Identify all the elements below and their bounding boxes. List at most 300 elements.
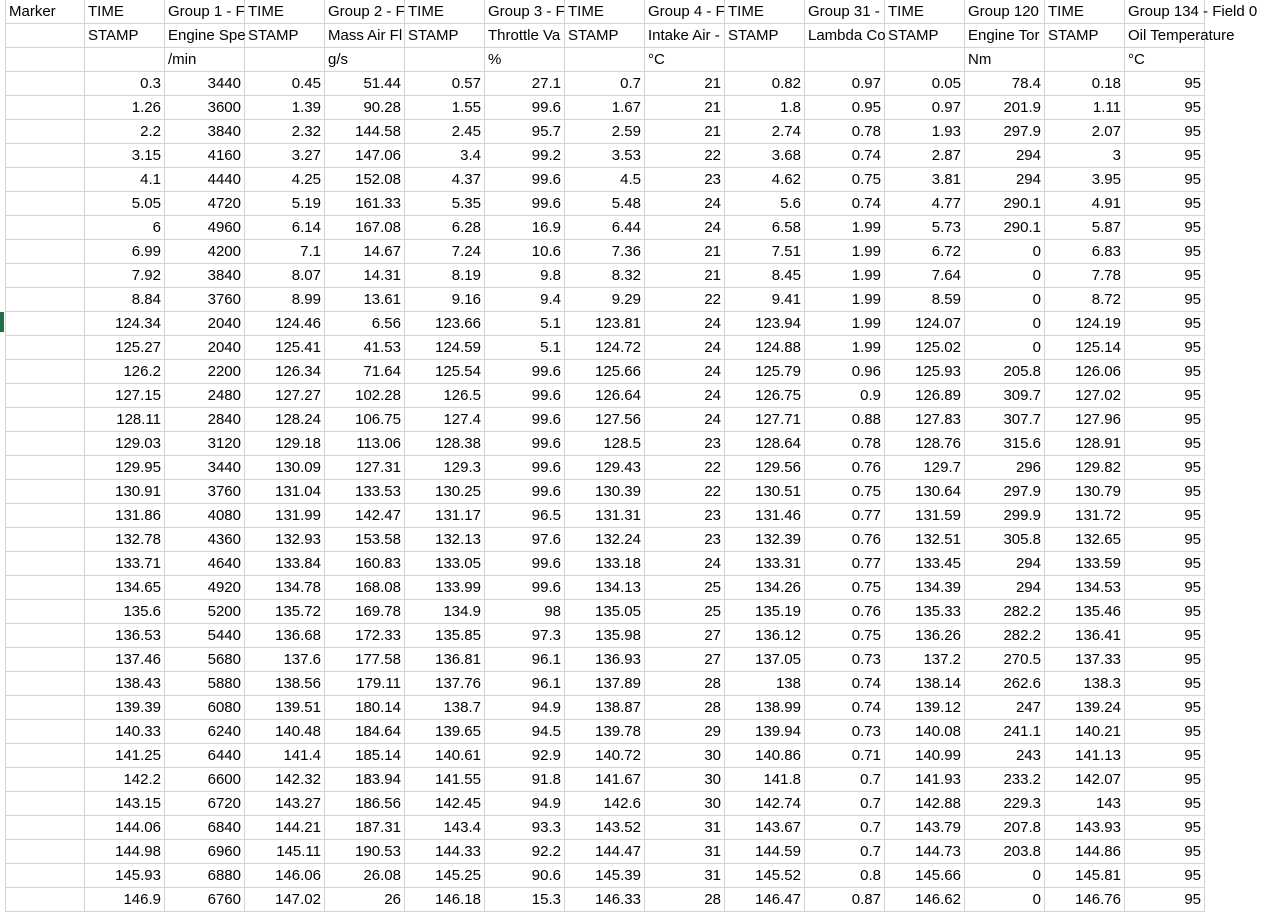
cell[interactable] — [5, 600, 85, 624]
cell[interactable]: 21 — [645, 96, 725, 120]
cell[interactable]: 95 — [1125, 144, 1205, 168]
cell[interactable]: 95 — [1125, 672, 1205, 696]
cell[interactable]: 128.91 — [1045, 432, 1125, 456]
cell[interactable]: 24 — [645, 216, 725, 240]
cell[interactable]: 132.51 — [885, 528, 965, 552]
cell[interactable]: 131.17 — [405, 504, 485, 528]
header-cell[interactable]: Group 3 - F — [485, 0, 565, 24]
cell[interactable]: 125.93 — [885, 360, 965, 384]
cell[interactable]: 22 — [645, 480, 725, 504]
cell[interactable]: 127.15 — [85, 384, 165, 408]
cell[interactable]: 8.84 — [85, 288, 165, 312]
cell[interactable]: 125.02 — [885, 336, 965, 360]
cell[interactable]: 94.9 — [485, 792, 565, 816]
cell[interactable]: 125.27 — [85, 336, 165, 360]
header-cell[interactable]: STAMP — [85, 24, 165, 48]
cell[interactable]: 167.08 — [325, 216, 405, 240]
cell[interactable]: 135.05 — [565, 600, 645, 624]
cell[interactable]: 95 — [1125, 696, 1205, 720]
cell[interactable]: 140.86 — [725, 744, 805, 768]
header-cell[interactable]: Group 4 - F — [645, 0, 725, 24]
cell[interactable]: 145.93 — [85, 864, 165, 888]
cell[interactable]: 41.53 — [325, 336, 405, 360]
cell[interactable]: 0.74 — [805, 696, 885, 720]
cell[interactable]: 2.59 — [565, 120, 645, 144]
cell[interactable]: 135.98 — [565, 624, 645, 648]
cell[interactable]: 0.75 — [805, 168, 885, 192]
cell[interactable]: 131.31 — [565, 504, 645, 528]
cell[interactable]: 129.7 — [885, 456, 965, 480]
cell[interactable]: 0.3 — [85, 72, 165, 96]
cell[interactable]: 160.83 — [325, 552, 405, 576]
cell[interactable]: 0.78 — [805, 120, 885, 144]
cell[interactable]: 132.65 — [1045, 528, 1125, 552]
cell[interactable]: 0.82 — [725, 72, 805, 96]
cell[interactable]: 6760 — [165, 888, 245, 912]
cell[interactable]: 129.95 — [85, 456, 165, 480]
cell[interactable]: 95 — [1125, 120, 1205, 144]
cell[interactable]: 0.87 — [805, 888, 885, 912]
cell[interactable]: 95 — [1125, 336, 1205, 360]
cell[interactable]: 129.18 — [245, 432, 325, 456]
cell[interactable] — [5, 432, 85, 456]
cell[interactable]: 8.59 — [885, 288, 965, 312]
cell[interactable]: 127.4 — [405, 408, 485, 432]
cell[interactable]: 27 — [645, 648, 725, 672]
cell[interactable]: 309.7 — [965, 384, 1045, 408]
header-cell[interactable]: % — [485, 48, 565, 72]
cell[interactable]: 124.88 — [725, 336, 805, 360]
cell[interactable]: 24 — [645, 408, 725, 432]
cell[interactable]: 7.36 — [565, 240, 645, 264]
cell[interactable]: 95 — [1125, 96, 1205, 120]
cell[interactable]: 133.84 — [245, 552, 325, 576]
cell[interactable]: 142.6 — [565, 792, 645, 816]
cell[interactable]: 3.68 — [725, 144, 805, 168]
cell[interactable]: 99.6 — [485, 168, 565, 192]
header-cell[interactable] — [565, 48, 645, 72]
cell[interactable]: 147.02 — [245, 888, 325, 912]
cell[interactable]: 0.75 — [805, 480, 885, 504]
cell[interactable]: 3 — [1045, 144, 1125, 168]
cell[interactable]: 243 — [965, 744, 1045, 768]
cell[interactable]: 307.7 — [965, 408, 1045, 432]
header-cell[interactable] — [885, 48, 965, 72]
cell[interactable]: 8.19 — [405, 264, 485, 288]
cell[interactable]: 152.08 — [325, 168, 405, 192]
cell[interactable]: 233.2 — [965, 768, 1045, 792]
cell[interactable]: 97.3 — [485, 624, 565, 648]
cell[interactable]: 133.18 — [565, 552, 645, 576]
cell[interactable]: 140.08 — [885, 720, 965, 744]
cell[interactable]: 5.6 — [725, 192, 805, 216]
header-cell[interactable]: °C — [645, 48, 725, 72]
cell[interactable] — [5, 264, 85, 288]
cell[interactable]: 138.14 — [885, 672, 965, 696]
cell[interactable]: 125.66 — [565, 360, 645, 384]
header-cell[interactable]: STAMP — [245, 24, 325, 48]
cell[interactable]: 95 — [1125, 72, 1205, 96]
cell[interactable]: 6440 — [165, 744, 245, 768]
header-cell[interactable]: Marker — [5, 0, 85, 24]
cell[interactable]: 6080 — [165, 696, 245, 720]
cell[interactable] — [5, 168, 85, 192]
cell[interactable]: 127.27 — [245, 384, 325, 408]
cell[interactable]: 1.93 — [885, 120, 965, 144]
cell[interactable]: 124.34 — [85, 312, 165, 336]
cell[interactable]: 25 — [645, 576, 725, 600]
cell[interactable]: 4360 — [165, 528, 245, 552]
cell[interactable]: 134.78 — [245, 576, 325, 600]
cell[interactable]: 6.14 — [245, 216, 325, 240]
cell[interactable]: 0 — [965, 888, 1045, 912]
cell[interactable]: 183.94 — [325, 768, 405, 792]
cell[interactable]: 95 — [1125, 528, 1205, 552]
header-cell[interactable]: STAMP — [405, 24, 485, 48]
cell[interactable]: 0.18 — [1045, 72, 1125, 96]
cell[interactable]: 1.39 — [245, 96, 325, 120]
cell[interactable] — [5, 816, 85, 840]
cell[interactable]: 95 — [1125, 432, 1205, 456]
cell[interactable]: 134.13 — [565, 576, 645, 600]
cell[interactable]: 95 — [1125, 192, 1205, 216]
cell[interactable]: 28 — [645, 888, 725, 912]
cell[interactable]: 24 — [645, 192, 725, 216]
cell[interactable] — [5, 288, 85, 312]
cell[interactable]: 315.6 — [965, 432, 1045, 456]
header-cell[interactable]: Throttle Va — [485, 24, 565, 48]
cell[interactable] — [5, 624, 85, 648]
cell[interactable]: 1.67 — [565, 96, 645, 120]
cell[interactable]: 138.43 — [85, 672, 165, 696]
cell[interactable]: 5.35 — [405, 192, 485, 216]
cell[interactable]: 0.73 — [805, 648, 885, 672]
cell[interactable]: 99.6 — [485, 432, 565, 456]
cell[interactable]: 0.88 — [805, 408, 885, 432]
cell[interactable]: 127.56 — [565, 408, 645, 432]
cell[interactable]: 137.05 — [725, 648, 805, 672]
cell[interactable]: 0.75 — [805, 576, 885, 600]
cell[interactable]: 139.65 — [405, 720, 485, 744]
cell[interactable] — [5, 96, 85, 120]
cell[interactable]: 126.06 — [1045, 360, 1125, 384]
cell[interactable]: 146.62 — [885, 888, 965, 912]
cell[interactable]: 1.99 — [805, 264, 885, 288]
cell[interactable]: 99.6 — [485, 360, 565, 384]
cell[interactable]: 95 — [1125, 840, 1205, 864]
cell[interactable]: 290.1 — [965, 192, 1045, 216]
cell[interactable]: 6600 — [165, 768, 245, 792]
cell[interactable]: 7.92 — [85, 264, 165, 288]
cell[interactable]: 125.79 — [725, 360, 805, 384]
header-cell[interactable]: STAMP — [1045, 24, 1125, 48]
cell[interactable]: 6.44 — [565, 216, 645, 240]
cell[interactable]: 94.5 — [485, 720, 565, 744]
cell[interactable]: 134.39 — [885, 576, 965, 600]
cell[interactable]: 0.74 — [805, 192, 885, 216]
header-cell[interactable]: Lambda Co — [805, 24, 885, 48]
cell[interactable]: 5880 — [165, 672, 245, 696]
cell[interactable]: 129.43 — [565, 456, 645, 480]
cell[interactable] — [5, 480, 85, 504]
cell[interactable]: 3440 — [165, 456, 245, 480]
cell[interactable]: 124.46 — [245, 312, 325, 336]
cell[interactable]: 126.2 — [85, 360, 165, 384]
cell[interactable] — [5, 408, 85, 432]
cell[interactable]: 26 — [325, 888, 405, 912]
cell[interactable]: 5.73 — [885, 216, 965, 240]
cell[interactable]: 4720 — [165, 192, 245, 216]
cell[interactable]: 129.56 — [725, 456, 805, 480]
header-cell[interactable] — [1045, 48, 1125, 72]
cell[interactable]: 6.72 — [885, 240, 965, 264]
cell[interactable]: 128.64 — [725, 432, 805, 456]
header-cell[interactable]: STAMP — [885, 24, 965, 48]
cell[interactable]: 7.64 — [885, 264, 965, 288]
cell[interactable]: 142.2 — [85, 768, 165, 792]
cell[interactable]: 95 — [1125, 720, 1205, 744]
cell[interactable]: 21 — [645, 72, 725, 96]
cell[interactable]: 92.2 — [485, 840, 565, 864]
cell[interactable]: 131.59 — [885, 504, 965, 528]
cell[interactable]: 124.59 — [405, 336, 485, 360]
header-cell[interactable]: Mass Air Fl — [325, 24, 405, 48]
header-cell[interactable]: Group 31 - — [805, 0, 885, 24]
cell[interactable]: 5.05 — [85, 192, 165, 216]
cell[interactable]: 141.13 — [1045, 744, 1125, 768]
cell[interactable]: 95 — [1125, 648, 1205, 672]
cell[interactable]: 4.37 — [405, 168, 485, 192]
cell[interactable]: 128.11 — [85, 408, 165, 432]
cell[interactable]: 139.24 — [1045, 696, 1125, 720]
cell[interactable]: 3.95 — [1045, 168, 1125, 192]
cell[interactable]: 143.4 — [405, 816, 485, 840]
cell[interactable]: 135.33 — [885, 600, 965, 624]
cell[interactable]: 0.71 — [805, 744, 885, 768]
cell[interactable] — [5, 888, 85, 912]
cell[interactable]: 0 — [965, 264, 1045, 288]
cell[interactable]: 95 — [1125, 864, 1205, 888]
cell[interactable]: 139.39 — [85, 696, 165, 720]
cell[interactable]: 139.94 — [725, 720, 805, 744]
cell[interactable]: 4.5 — [565, 168, 645, 192]
cell[interactable]: 2200 — [165, 360, 245, 384]
cell[interactable]: 95 — [1125, 312, 1205, 336]
cell[interactable]: 6.99 — [85, 240, 165, 264]
cell[interactable] — [5, 120, 85, 144]
cell[interactable]: 6.83 — [1045, 240, 1125, 264]
cell[interactable]: 137.89 — [565, 672, 645, 696]
cell[interactable]: 144.21 — [245, 816, 325, 840]
cell[interactable]: 0 — [965, 240, 1045, 264]
cell[interactable] — [5, 648, 85, 672]
cell[interactable]: 184.64 — [325, 720, 405, 744]
cell[interactable]: 1.99 — [805, 216, 885, 240]
cell[interactable]: 140.72 — [565, 744, 645, 768]
cell[interactable]: 8.45 — [725, 264, 805, 288]
cell[interactable]: 14.31 — [325, 264, 405, 288]
cell[interactable]: 126.75 — [725, 384, 805, 408]
cell[interactable] — [5, 240, 85, 264]
cell[interactable]: 9.4 — [485, 288, 565, 312]
cell[interactable]: 145.52 — [725, 864, 805, 888]
cell[interactable]: 185.14 — [325, 744, 405, 768]
cell[interactable] — [5, 552, 85, 576]
cell[interactable]: 21 — [645, 120, 725, 144]
cell[interactable]: 2.32 — [245, 120, 325, 144]
cell[interactable]: 8.32 — [565, 264, 645, 288]
cell[interactable]: 172.33 — [325, 624, 405, 648]
cell[interactable]: 290.1 — [965, 216, 1045, 240]
cell[interactable]: 305.8 — [965, 528, 1045, 552]
cell[interactable] — [5, 720, 85, 744]
cell[interactable]: 142.32 — [245, 768, 325, 792]
cell[interactable]: 133.53 — [325, 480, 405, 504]
cell[interactable]: 2040 — [165, 336, 245, 360]
cell[interactable]: 138.56 — [245, 672, 325, 696]
cell[interactable]: 141.4 — [245, 744, 325, 768]
cell[interactable]: 95 — [1125, 768, 1205, 792]
cell[interactable]: 134.26 — [725, 576, 805, 600]
cell[interactable]: 136.53 — [85, 624, 165, 648]
cell[interactable]: 143.79 — [885, 816, 965, 840]
cell[interactable]: 6240 — [165, 720, 245, 744]
cell[interactable]: 146.76 — [1045, 888, 1125, 912]
cell[interactable]: 137.33 — [1045, 648, 1125, 672]
cell[interactable]: 177.58 — [325, 648, 405, 672]
cell[interactable]: 95 — [1125, 624, 1205, 648]
cell[interactable] — [5, 504, 85, 528]
cell[interactable]: 297.9 — [965, 120, 1045, 144]
cell[interactable]: 1.8 — [725, 96, 805, 120]
cell[interactable]: 179.11 — [325, 672, 405, 696]
cell[interactable]: 294 — [965, 144, 1045, 168]
cell[interactable]: 140.99 — [885, 744, 965, 768]
header-cell[interactable]: Group 120 — [965, 0, 1045, 24]
cell[interactable]: 9.16 — [405, 288, 485, 312]
cell[interactable]: 130.79 — [1045, 480, 1125, 504]
cell[interactable]: 136.93 — [565, 648, 645, 672]
cell[interactable]: 131.86 — [85, 504, 165, 528]
cell[interactable]: 95 — [1125, 264, 1205, 288]
cell[interactable]: 130.39 — [565, 480, 645, 504]
cell[interactable]: 135.85 — [405, 624, 485, 648]
cell[interactable]: 130.91 — [85, 480, 165, 504]
cell[interactable]: 137.46 — [85, 648, 165, 672]
cell[interactable]: 0.78 — [805, 432, 885, 456]
cell[interactable]: 6720 — [165, 792, 245, 816]
cell[interactable]: 96.1 — [485, 648, 565, 672]
cell[interactable]: 13.61 — [325, 288, 405, 312]
cell[interactable]: 10.6 — [485, 240, 565, 264]
cell[interactable]: 139.78 — [565, 720, 645, 744]
cell[interactable]: 95 — [1125, 216, 1205, 240]
cell[interactable]: 3.27 — [245, 144, 325, 168]
cell[interactable]: 133.45 — [885, 552, 965, 576]
cell[interactable]: 127.02 — [1045, 384, 1125, 408]
cell[interactable]: 4.25 — [245, 168, 325, 192]
cell[interactable]: 3760 — [165, 480, 245, 504]
cell[interactable]: 4.77 — [885, 192, 965, 216]
cell[interactable]: 145.11 — [245, 840, 325, 864]
cell[interactable]: 143.15 — [85, 792, 165, 816]
cell[interactable] — [5, 744, 85, 768]
cell[interactable]: 4920 — [165, 576, 245, 600]
cell[interactable]: 168.08 — [325, 576, 405, 600]
cell[interactable] — [5, 528, 85, 552]
cell[interactable]: 91.8 — [485, 768, 565, 792]
cell[interactable]: 142.74 — [725, 792, 805, 816]
cell[interactable]: 133.99 — [405, 576, 485, 600]
cell[interactable]: 144.33 — [405, 840, 485, 864]
cell[interactable]: 0.45 — [245, 72, 325, 96]
cell[interactable]: 24 — [645, 336, 725, 360]
header-cell[interactable] — [245, 48, 325, 72]
cell[interactable]: 99.6 — [485, 408, 565, 432]
cell[interactable]: 9.41 — [725, 288, 805, 312]
cell[interactable]: 0 — [965, 288, 1045, 312]
cell[interactable]: 90.6 — [485, 864, 565, 888]
cell[interactable]: 30 — [645, 792, 725, 816]
header-cell[interactable]: TIME — [1045, 0, 1125, 24]
cell[interactable] — [5, 576, 85, 600]
cell[interactable]: 140.61 — [405, 744, 485, 768]
cell[interactable] — [5, 336, 85, 360]
cell[interactable]: 4.62 — [725, 168, 805, 192]
cell[interactable]: 95 — [1125, 168, 1205, 192]
header-cell[interactable]: TIME — [405, 0, 485, 24]
cell[interactable]: 106.75 — [325, 408, 405, 432]
cell[interactable]: 24 — [645, 384, 725, 408]
cell[interactable]: 0.8 — [805, 864, 885, 888]
cell[interactable]: 4440 — [165, 168, 245, 192]
cell[interactable]: 0.97 — [885, 96, 965, 120]
header-cell[interactable]: STAMP — [565, 24, 645, 48]
cell[interactable]: 141.8 — [725, 768, 805, 792]
cell[interactable]: 1.99 — [805, 312, 885, 336]
cell[interactable]: 2.87 — [885, 144, 965, 168]
cell[interactable]: 139.51 — [245, 696, 325, 720]
cell[interactable]: 99.6 — [485, 576, 565, 600]
cell[interactable]: 31 — [645, 816, 725, 840]
cell[interactable]: 99.2 — [485, 144, 565, 168]
cell[interactable]: 135.6 — [85, 600, 165, 624]
header-cell[interactable]: Intake Air - — [645, 24, 725, 48]
cell[interactable]: 143.27 — [245, 792, 325, 816]
cell[interactable]: 132.78 — [85, 528, 165, 552]
cell[interactable]: 23 — [645, 528, 725, 552]
cell[interactable]: 95 — [1125, 792, 1205, 816]
header-cell[interactable]: /min — [165, 48, 245, 72]
cell[interactable]: 3.4 — [405, 144, 485, 168]
cell[interactable]: 203.8 — [965, 840, 1045, 864]
cell[interactable]: 247 — [965, 696, 1045, 720]
cell[interactable]: 132.93 — [245, 528, 325, 552]
cell[interactable]: 5440 — [165, 624, 245, 648]
cell[interactable]: 142.88 — [885, 792, 965, 816]
cell[interactable]: 31 — [645, 864, 725, 888]
cell[interactable]: 8.99 — [245, 288, 325, 312]
cell[interactable]: 180.14 — [325, 696, 405, 720]
cell[interactable]: 6.28 — [405, 216, 485, 240]
cell[interactable]: 129.03 — [85, 432, 165, 456]
cell[interactable]: 169.78 — [325, 600, 405, 624]
cell[interactable]: 135.72 — [245, 600, 325, 624]
cell[interactable]: 0.9 — [805, 384, 885, 408]
cell[interactable]: 139.12 — [885, 696, 965, 720]
cell[interactable]: 146.06 — [245, 864, 325, 888]
cell[interactable]: 128.5 — [565, 432, 645, 456]
